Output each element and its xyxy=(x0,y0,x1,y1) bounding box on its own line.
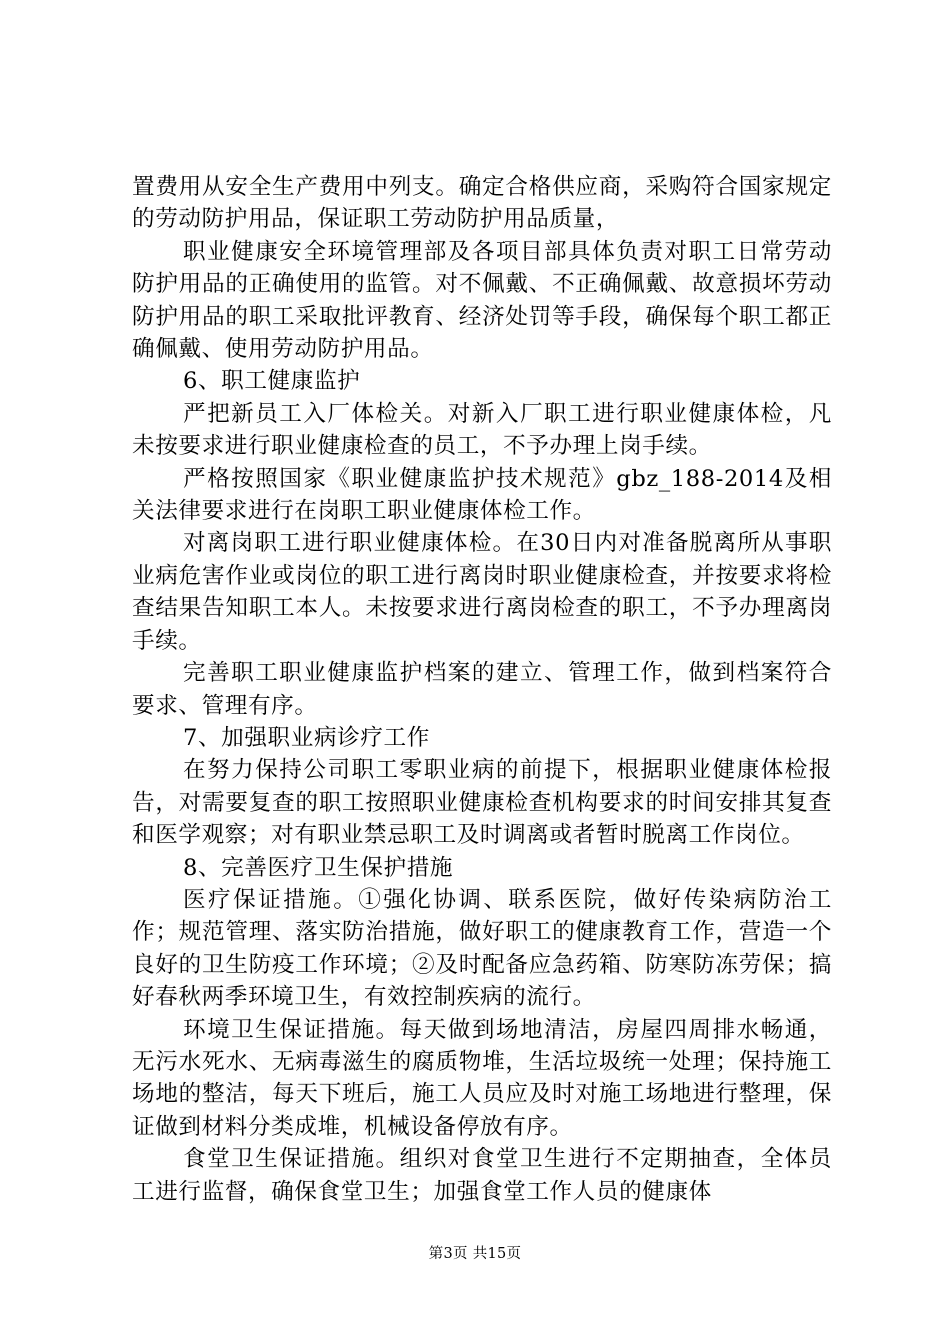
document-body xyxy=(132,171,832,1208)
paragraph-4: 严格按照国家《职业健康监护技术规范》gbz_188-2014及相关法律要求进行在岗职工职业健康体检工作。 xyxy=(132,465,832,525)
section-heading-7: 7、加强职业病诊疗工作 xyxy=(183,724,430,751)
paragraph-8: 医疗保证措施。①强化协调、联系医院，做好传染病防治工作；规范管理、落实防治措施，做好职工的健康教育工作，营造一个良好的卫生防疫工作环境；②及时配备应急药箱、防寒防冻劳保；搞好春秋两季环境卫生，有效控制疾病的流行。 xyxy=(132,886,832,1011)
paragraph-7: 在努力保持公司职工零职业病的前提下，根据职业健康体检报告，对需要复查的职工按照职业健康检查机构要求的时间安排其复查和医学观察；对有职业禁忌职工及时调离或者暂时脱离工作岗位。 xyxy=(132,757,832,849)
paragraph-2: 职业健康安全环境管理部及各项目部具体负责对职工日常劳动防护用品的正确使用的监管。对不佩戴、不正确佩戴、故意损坏劳动防护用品的职工采取批评教育、经济处罚等手段，确保每个职工都正确佩戴、使用劳动防护用品。 xyxy=(132,238,832,363)
section-heading-6: 6、职工健康监护 xyxy=(183,368,361,395)
paragraph-6: 完善职工职业健康监护档案的建立、管理工作，做到档案符合要求、管理有序。 xyxy=(132,660,832,719)
section-heading-8: 8、完善医疗卫生保护措施 xyxy=(183,854,454,881)
paragraph-9: 环境卫生保证措施。每天做到场地清洁，房屋四周排水畅通，无污水死水、无病毒滋生的腐质物堆，生活垃圾统一处理；保持施工场地的整洁，每天下班后，施工人员应及时对施工场地进行整理，保证做到材料分类成堆，机械设备停放有序。 xyxy=(132,1016,832,1140)
page-number-footer: 第3页 共15页 xyxy=(428,1246,522,1262)
paragraph-10: 食堂卫生保证措施。组织对食堂卫生进行不定期抽查，全体员工进行监督，确保食堂卫生；加强食堂工作人员的健康体 xyxy=(132,1146,832,1205)
paragraph-5: 对离岗职工进行职业健康体检。在30日内对准备脱离所从事职业病危害作业或岗位的职工进行离岗时职业健康检查，并按要求将检查结果告知职工本人。未按要求进行离岗检查的职工，不予办理离岗手续。 xyxy=(132,530,832,654)
paragraph-1: 置费用从安全生产费用中列支。确定合格供应商，采购符合国家规定的劳动防护用品，保证职工劳动防护用品质量， xyxy=(132,174,832,233)
paragraph-3: 严把新员工入厂体检关。对新入厂职工进行职业健康体检，凡未按要求进行职业健康检查的员工，不予办理上岗手续。 xyxy=(132,400,832,460)
